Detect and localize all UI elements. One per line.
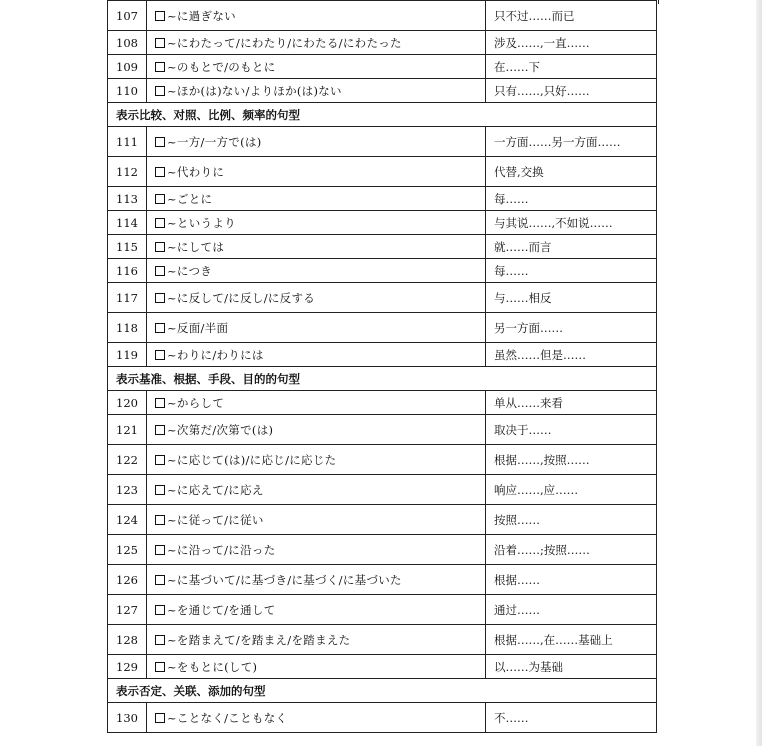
checkbox-square-icon — [155, 218, 165, 228]
checkbox-square-icon — [155, 713, 165, 723]
checkbox-square-icon — [155, 635, 165, 645]
grammar-pattern-text: ~に応えて/に応え — [167, 482, 264, 497]
table-row — [108, 625, 657, 655]
meaning-cell: 根据…… — [486, 565, 657, 595]
meaning-cell: 沿着……;按照…… — [486, 535, 657, 565]
meaning-cell: 涉及……,一直…… — [486, 31, 657, 55]
table-row — [108, 79, 657, 103]
checkbox-square-icon — [155, 485, 165, 495]
grammar-pattern-table — [107, 0, 657, 733]
item-number: 123 — [108, 475, 147, 505]
item-number: 118 — [108, 313, 147, 343]
checkbox-square-icon — [155, 62, 165, 72]
grammar-pattern-text: ~につき — [167, 263, 213, 278]
grammar-pattern-cell — [147, 283, 486, 313]
table-row — [108, 283, 657, 313]
item-number: 130 — [108, 703, 147, 733]
grammar-pattern-cell — [147, 31, 486, 55]
item-number: 107 — [108, 1, 147, 31]
checkbox-square-icon — [155, 605, 165, 615]
grammar-pattern-cell — [147, 343, 486, 367]
meaning-cell: 另一方面…… — [486, 313, 657, 343]
item-number: 126 — [108, 565, 147, 595]
grammar-pattern-text: ~に従って/に従い — [167, 512, 264, 527]
checkbox-square-icon — [155, 398, 165, 408]
grammar-pattern-text: ~というより — [167, 215, 236, 230]
grammar-pattern-cell — [147, 259, 486, 283]
meaning-cell: 只有……,只好…… — [486, 79, 657, 103]
item-number: 127 — [108, 595, 147, 625]
section-title: 表示基准、根据、手段、目的的句型 — [108, 367, 657, 391]
item-number: 125 — [108, 535, 147, 565]
meaning-cell: 虽然……但是…… — [486, 343, 657, 367]
table-row — [108, 31, 657, 55]
meaning-cell: 一方面……另一方面…… — [486, 127, 657, 157]
checkbox-square-icon — [155, 350, 165, 360]
grammar-pattern-text: ~にしては — [167, 239, 225, 254]
item-number: 129 — [108, 655, 147, 679]
checkbox-square-icon — [155, 425, 165, 435]
checkbox-square-icon — [155, 86, 165, 96]
checkbox-square-icon — [155, 323, 165, 333]
meaning-cell: 与……相反 — [486, 283, 657, 313]
checkbox-square-icon — [155, 266, 165, 276]
item-number: 113 — [108, 187, 147, 211]
grammar-pattern-text: ~代わりに — [167, 164, 225, 179]
item-number: 114 — [108, 211, 147, 235]
checkbox-square-icon — [155, 38, 165, 48]
item-number: 111 — [108, 127, 147, 157]
grammar-pattern-cell — [147, 595, 486, 625]
table-row — [108, 1, 657, 31]
checkbox-square-icon — [155, 167, 165, 177]
section-title: 表示比较、对照、比例、频率的句型 — [108, 103, 657, 127]
grammar-pattern-cell — [147, 391, 486, 415]
grammar-pattern-cell — [147, 235, 486, 259]
section-title: 表示否定、关联、添加的句型 — [108, 679, 657, 703]
grammar-pattern-text: ~ごとに — [167, 191, 213, 206]
meaning-cell: 根据……,按照…… — [486, 445, 657, 475]
grammar-pattern-text: ~からして — [167, 395, 225, 410]
meaning-cell: 就……而言 — [486, 235, 657, 259]
checkbox-square-icon — [155, 575, 165, 585]
meaning-cell: 与其说……,不如说…… — [486, 211, 657, 235]
grammar-pattern-cell — [147, 655, 486, 679]
table-row — [108, 127, 657, 157]
table-row — [108, 445, 657, 475]
meaning-cell: 单从……来看 — [486, 391, 657, 415]
item-number: 112 — [108, 157, 147, 187]
meaning-cell: 按照…… — [486, 505, 657, 535]
item-number: 117 — [108, 283, 147, 313]
grammar-pattern-text: ~一方/一方で(は) — [167, 134, 262, 149]
item-number: 119 — [108, 343, 147, 367]
grammar-pattern-text: ~に過ぎない — [167, 8, 236, 23]
meaning-cell: 根据……,在……基础上 — [486, 625, 657, 655]
grammar-pattern-text: ~を踏まえて/を踏まえ/を踏まえた — [167, 632, 351, 647]
table-row — [108, 595, 657, 625]
meaning-cell: 响应……,应…… — [486, 475, 657, 505]
table-row — [108, 391, 657, 415]
table-row — [108, 343, 657, 367]
table-row — [108, 211, 657, 235]
grammar-pattern-text: ~に応じて(は)/に応じ/に応じた — [167, 452, 337, 467]
grammar-pattern-text: ~次第だ/次第で(は) — [167, 422, 274, 437]
meaning-cell: 每…… — [486, 259, 657, 283]
grammar-pattern-cell — [147, 505, 486, 535]
grammar-pattern-cell — [147, 127, 486, 157]
meaning-cell: 每…… — [486, 187, 657, 211]
table-row — [108, 703, 657, 733]
grammar-pattern-cell — [147, 211, 486, 235]
section-header-row — [108, 679, 657, 703]
grammar-pattern-cell — [147, 79, 486, 103]
checkbox-square-icon — [155, 194, 165, 204]
item-number: 109 — [108, 55, 147, 79]
meaning-cell: 取决于…… — [486, 415, 657, 445]
grammar-pattern-text: ~ほか(は)ない/よりほか(は)ない — [167, 83, 342, 98]
table-row — [108, 259, 657, 283]
grammar-pattern-text: ~にわたって/にわたり/にわたる/にわたった — [167, 35, 402, 50]
grammar-pattern-cell — [147, 313, 486, 343]
table-row — [108, 535, 657, 565]
checkbox-square-icon — [155, 455, 165, 465]
table-row — [108, 313, 657, 343]
grammar-table-body — [108, 1, 657, 733]
grammar-pattern-cell — [147, 475, 486, 505]
grammar-pattern-cell — [147, 55, 486, 79]
meaning-cell: 不…… — [486, 703, 657, 733]
table-row — [108, 415, 657, 445]
meaning-cell: 代替,交换 — [486, 157, 657, 187]
grammar-pattern-cell — [147, 1, 486, 31]
meaning-cell: 以……为基础 — [486, 655, 657, 679]
item-number: 116 — [108, 259, 147, 283]
item-number: 115 — [108, 235, 147, 259]
grammar-pattern-text: ~に基づいて/に基づき/に基づく/に基づいた — [167, 572, 402, 587]
grammar-pattern-cell — [147, 445, 486, 475]
checkbox-square-icon — [155, 662, 165, 672]
checkbox-square-icon — [155, 545, 165, 555]
item-number: 121 — [108, 415, 147, 445]
grammar-pattern-cell — [147, 157, 486, 187]
table-row — [108, 475, 657, 505]
grammar-pattern-text: ~をもとに(して) — [167, 659, 258, 674]
grammar-pattern-cell — [147, 415, 486, 445]
grammar-pattern-text: ~のもとで/のもとに — [167, 59, 276, 74]
grammar-pattern-text: ~ことなく/こともなく — [167, 710, 288, 725]
item-number: 108 — [108, 31, 147, 55]
grammar-pattern-cell — [147, 187, 486, 211]
grammar-pattern-cell — [147, 703, 486, 733]
checkbox-square-icon — [155, 242, 165, 252]
item-number: 110 — [108, 79, 147, 103]
grammar-pattern-cell — [147, 565, 486, 595]
checkbox-square-icon — [155, 515, 165, 525]
item-number: 124 — [108, 505, 147, 535]
meaning-cell: 只不过……而已 — [486, 1, 657, 31]
grammar-pattern-text: ~を通じて/を通して — [167, 602, 276, 617]
checkbox-square-icon — [155, 137, 165, 147]
table-row — [108, 235, 657, 259]
item-number: 122 — [108, 445, 147, 475]
section-header-row — [108, 367, 657, 391]
meaning-cell: 在……下 — [486, 55, 657, 79]
item-number: 128 — [108, 625, 147, 655]
grammar-pattern-cell — [147, 625, 486, 655]
grammar-pattern-text: ~反面/半面 — [167, 320, 229, 335]
table-row — [108, 565, 657, 595]
checkbox-square-icon — [155, 293, 165, 303]
grammar-pattern-text: ~に反して/に反し/に反する — [167, 290, 316, 305]
grammar-pattern-text: ~に沿って/に沿った — [167, 542, 276, 557]
table-row — [108, 505, 657, 535]
checkbox-square-icon — [155, 11, 165, 21]
section-header-row — [108, 103, 657, 127]
table-row — [108, 157, 657, 187]
table-row — [108, 655, 657, 679]
table-row — [108, 55, 657, 79]
table-row — [108, 187, 657, 211]
grammar-pattern-text: ~わりに/わりには — [167, 347, 264, 362]
meaning-cell: 通过…… — [486, 595, 657, 625]
grammar-pattern-cell — [147, 535, 486, 565]
item-number: 120 — [108, 391, 147, 415]
